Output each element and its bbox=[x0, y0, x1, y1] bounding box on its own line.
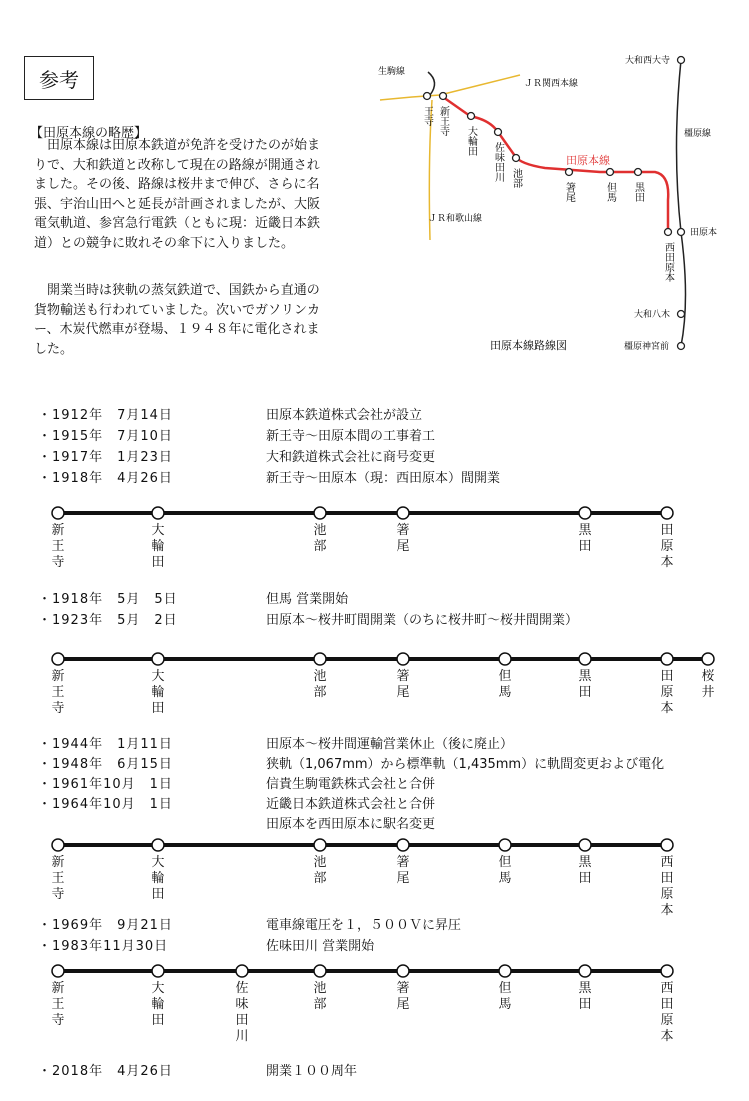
jr-kansai-line bbox=[380, 75, 520, 100]
station-marker bbox=[579, 965, 591, 977]
timeline-event: 新王寺～田原本（現：西田原本）間開業 bbox=[266, 471, 501, 486]
timeline-date: ・2018年 4月26日 bbox=[38, 1064, 173, 1079]
timeline-date: ・1923年 5月 2日 bbox=[38, 613, 178, 628]
timeline-event: 佐味田川 営業開始 bbox=[266, 939, 375, 954]
station-name: 池 部 bbox=[313, 669, 327, 700]
timeline-date: ・1917年 1月23日 bbox=[38, 450, 173, 465]
station-marker bbox=[152, 965, 164, 977]
station-ikebe-marker bbox=[513, 155, 520, 162]
station-yamato-saidaiji-marker bbox=[678, 57, 685, 64]
label-hashio: 箸尾 bbox=[563, 182, 575, 202]
line-diagram-1983 bbox=[0, 964, 749, 1054]
timeline-event: 田原本を西田原本に駅名変更 bbox=[266, 817, 436, 832]
line-diagram-track bbox=[0, 964, 749, 978]
station-marker bbox=[52, 965, 64, 977]
timeline-date: ・1969年 9月21日 bbox=[38, 918, 173, 933]
label-ikebe: 池部 bbox=[510, 168, 522, 188]
label-tajima: 但馬 bbox=[604, 182, 616, 202]
station-name: 西 田 原 本 bbox=[660, 981, 674, 1044]
station-name: 池 部 bbox=[313, 981, 327, 1012]
station-name: 田 原 本 bbox=[660, 523, 674, 570]
station-nishi-tawaramoto-marker bbox=[665, 229, 672, 236]
station-marker bbox=[314, 965, 326, 977]
timeline-event: 狭軌（1,067mm）から標準軌（1,435mm）に軌間変更および電化 bbox=[266, 757, 665, 772]
station-name: 大 輪 田 bbox=[151, 981, 165, 1028]
station-name: 但 馬 bbox=[498, 855, 512, 886]
station-name: 黒 田 bbox=[578, 523, 592, 554]
station-marker bbox=[314, 839, 326, 851]
timeline-event: 田原本～桜井町間開業（のちに桜井町～桜井間開業） bbox=[266, 613, 579, 628]
station-marker bbox=[579, 507, 591, 519]
station-name: 佐 味 田 川 bbox=[235, 981, 249, 1044]
station-marker bbox=[52, 653, 64, 665]
station-marker bbox=[397, 653, 409, 665]
station-marker bbox=[52, 507, 64, 519]
timeline-event: 近畿日本鉄道株式会社と合併 bbox=[266, 797, 436, 812]
station-name: 黒 田 bbox=[578, 669, 592, 700]
line-diagram-track bbox=[0, 506, 749, 520]
station-name: 箸 尾 bbox=[396, 669, 410, 700]
station-name: 箸 尾 bbox=[396, 981, 410, 1012]
station-name: 箸 尾 bbox=[396, 855, 410, 886]
station-marker bbox=[499, 965, 511, 977]
station-marker bbox=[52, 839, 64, 851]
station-name: 桜 井 bbox=[701, 669, 715, 700]
timeline-date: ・1915年 7月10日 bbox=[38, 429, 173, 444]
timeline-date: ・1964年10月 1日 bbox=[38, 797, 173, 812]
label-kuroda: 黒田 bbox=[632, 182, 644, 202]
timeline-date: ・1944年 1月11日 bbox=[38, 737, 173, 752]
timeline-date: ・1961年10月 1日 bbox=[38, 777, 173, 792]
station-marker bbox=[661, 507, 673, 519]
timeline-date: ・1948年 6月15日 bbox=[38, 757, 173, 772]
tawaramoto-line bbox=[443, 97, 668, 232]
station-name: 池 部 bbox=[313, 523, 327, 554]
line-diagram-1923 bbox=[0, 652, 749, 732]
station-name: 大 輪 田 bbox=[151, 855, 165, 902]
station-oji-marker bbox=[424, 93, 431, 100]
station-kuroda-marker bbox=[635, 169, 642, 176]
station-name: 箸 尾 bbox=[396, 523, 410, 554]
timeline-event: 田原本～桜井間運輸営業休止（後に廃止） bbox=[266, 737, 514, 752]
station-name: 但 馬 bbox=[498, 669, 512, 700]
reference-box bbox=[24, 56, 94, 100]
jr-kansai-label: ＪＲ関西本線 bbox=[524, 79, 579, 89]
station-owada-marker bbox=[468, 113, 475, 120]
timeline-date: ・1912年 7月14日 bbox=[38, 408, 173, 423]
station-marker bbox=[314, 507, 326, 519]
station-hashio-marker bbox=[566, 169, 573, 176]
tawaramoto-line-label: 田原本線 bbox=[566, 154, 610, 167]
station-marker bbox=[661, 965, 673, 977]
timeline-event: 田原本鉄道株式会社が設立 bbox=[266, 408, 423, 423]
station-shin-oji-marker bbox=[440, 93, 447, 100]
reference-label: 参考 bbox=[39, 67, 79, 92]
ikoma-line-label: 生駒線 bbox=[378, 67, 406, 77]
route-map bbox=[370, 40, 740, 360]
station-marker bbox=[499, 653, 511, 665]
kashihara-line bbox=[677, 60, 686, 346]
station-marker bbox=[397, 965, 409, 977]
label-oji: 王寺 bbox=[421, 106, 433, 126]
timeline-date: ・1918年 5月 5日 bbox=[38, 592, 178, 607]
station-marker bbox=[314, 653, 326, 665]
label-shin-oji: 新王寺 bbox=[437, 106, 449, 136]
station-sematsuda-marker bbox=[495, 129, 502, 136]
line-diagram-track bbox=[0, 838, 749, 852]
station-name: 黒 田 bbox=[578, 981, 592, 1012]
timeline-event: 電車線電圧を１，５００Ｖに昇圧 bbox=[266, 918, 462, 933]
station-name: 新 王 寺 bbox=[51, 523, 65, 570]
timeline-event: 但馬 営業開始 bbox=[266, 592, 349, 607]
kashihara-line-label: 橿原線 bbox=[684, 129, 712, 139]
station-name: 田 原 本 bbox=[660, 669, 674, 716]
station-marker bbox=[661, 653, 673, 665]
map-caption: 田原本線路線図 bbox=[490, 339, 567, 352]
timeline-event: 大和鉄道株式会社に商号変更 bbox=[266, 450, 436, 465]
station-marker bbox=[579, 653, 591, 665]
timeline-event: 信貴生駒電鉄株式会社と合併 bbox=[266, 777, 436, 792]
station-name: 新 王 寺 bbox=[51, 981, 65, 1028]
line-diagram-1964 bbox=[0, 838, 749, 918]
station-marker bbox=[152, 653, 164, 665]
timeline-date: ・1983年11月30日 bbox=[38, 939, 169, 954]
station-name: 大 輪 田 bbox=[151, 669, 165, 716]
history-paragraph-1: 田原本線は田原本鉄道が免許を受けたのが始まりで、大和鉄道と改称して現在の路線が開通されました。その後、路線は桜井まで伸び、さらに名張、宇治山田へと延長が計画されましたが、大阪電気軌道、参宮急行電鉄（ともに現：近畿日本鉄道）との競争に敗れその傘下に入りました。 bbox=[34, 138, 321, 251]
history-title: 【田原本線の略歴】 bbox=[30, 126, 148, 141]
station-tajima-marker bbox=[607, 169, 614, 176]
timeline-event: 新王寺～田原本間の工事着工 bbox=[266, 429, 436, 444]
label-tawaramoto: 田原本 bbox=[690, 228, 718, 238]
station-yamato-yagi-marker bbox=[678, 311, 685, 318]
station-marker bbox=[397, 507, 409, 519]
station-name: 池 部 bbox=[313, 855, 327, 886]
timeline-date: ・1918年 4月26日 bbox=[38, 471, 173, 486]
station-name: 大 輪 田 bbox=[151, 523, 165, 570]
label-sematsuda: 佐味田川 bbox=[492, 142, 504, 182]
station-marker bbox=[152, 839, 164, 851]
station-kashiharajingumae-marker bbox=[678, 343, 685, 350]
station-name: 新 王 寺 bbox=[51, 855, 65, 902]
label-kashiharajingumae: 橿原神宮前 bbox=[624, 342, 670, 352]
jr-wakayama-label: ＪＲ和歌山線 bbox=[428, 214, 483, 224]
station-tawaramoto-marker bbox=[678, 229, 685, 236]
line-diagram-track bbox=[0, 652, 749, 666]
station-name: 西 田 原 本 bbox=[660, 855, 674, 918]
history-paragraph-2: 開業当時は狭軌の蒸気鉄道で、国鉄から直通の貨物輸送も行われていました。次いでガソリンカー、木炭代燃車が登場、１９４８年に電化されました。 bbox=[34, 283, 321, 357]
station-name: 但 馬 bbox=[498, 981, 512, 1012]
station-marker bbox=[152, 507, 164, 519]
station-marker bbox=[236, 965, 248, 977]
station-marker bbox=[579, 839, 591, 851]
line-diagram-1918 bbox=[0, 506, 749, 586]
station-marker bbox=[499, 839, 511, 851]
station-marker bbox=[661, 839, 673, 851]
station-marker bbox=[397, 839, 409, 851]
label-nishi-tawaramoto: 西田原本 bbox=[662, 242, 674, 282]
label-yamato-yagi: 大和八木 bbox=[634, 310, 671, 320]
label-yamato-saidaiji: 大和西大寺 bbox=[625, 56, 671, 66]
timeline-event: 開業１００周年 bbox=[266, 1064, 358, 1079]
station-name: 新 王 寺 bbox=[51, 669, 65, 716]
station-name: 黒 田 bbox=[578, 855, 592, 886]
label-owada: 大輪田 bbox=[465, 126, 477, 156]
station-marker bbox=[702, 653, 714, 665]
